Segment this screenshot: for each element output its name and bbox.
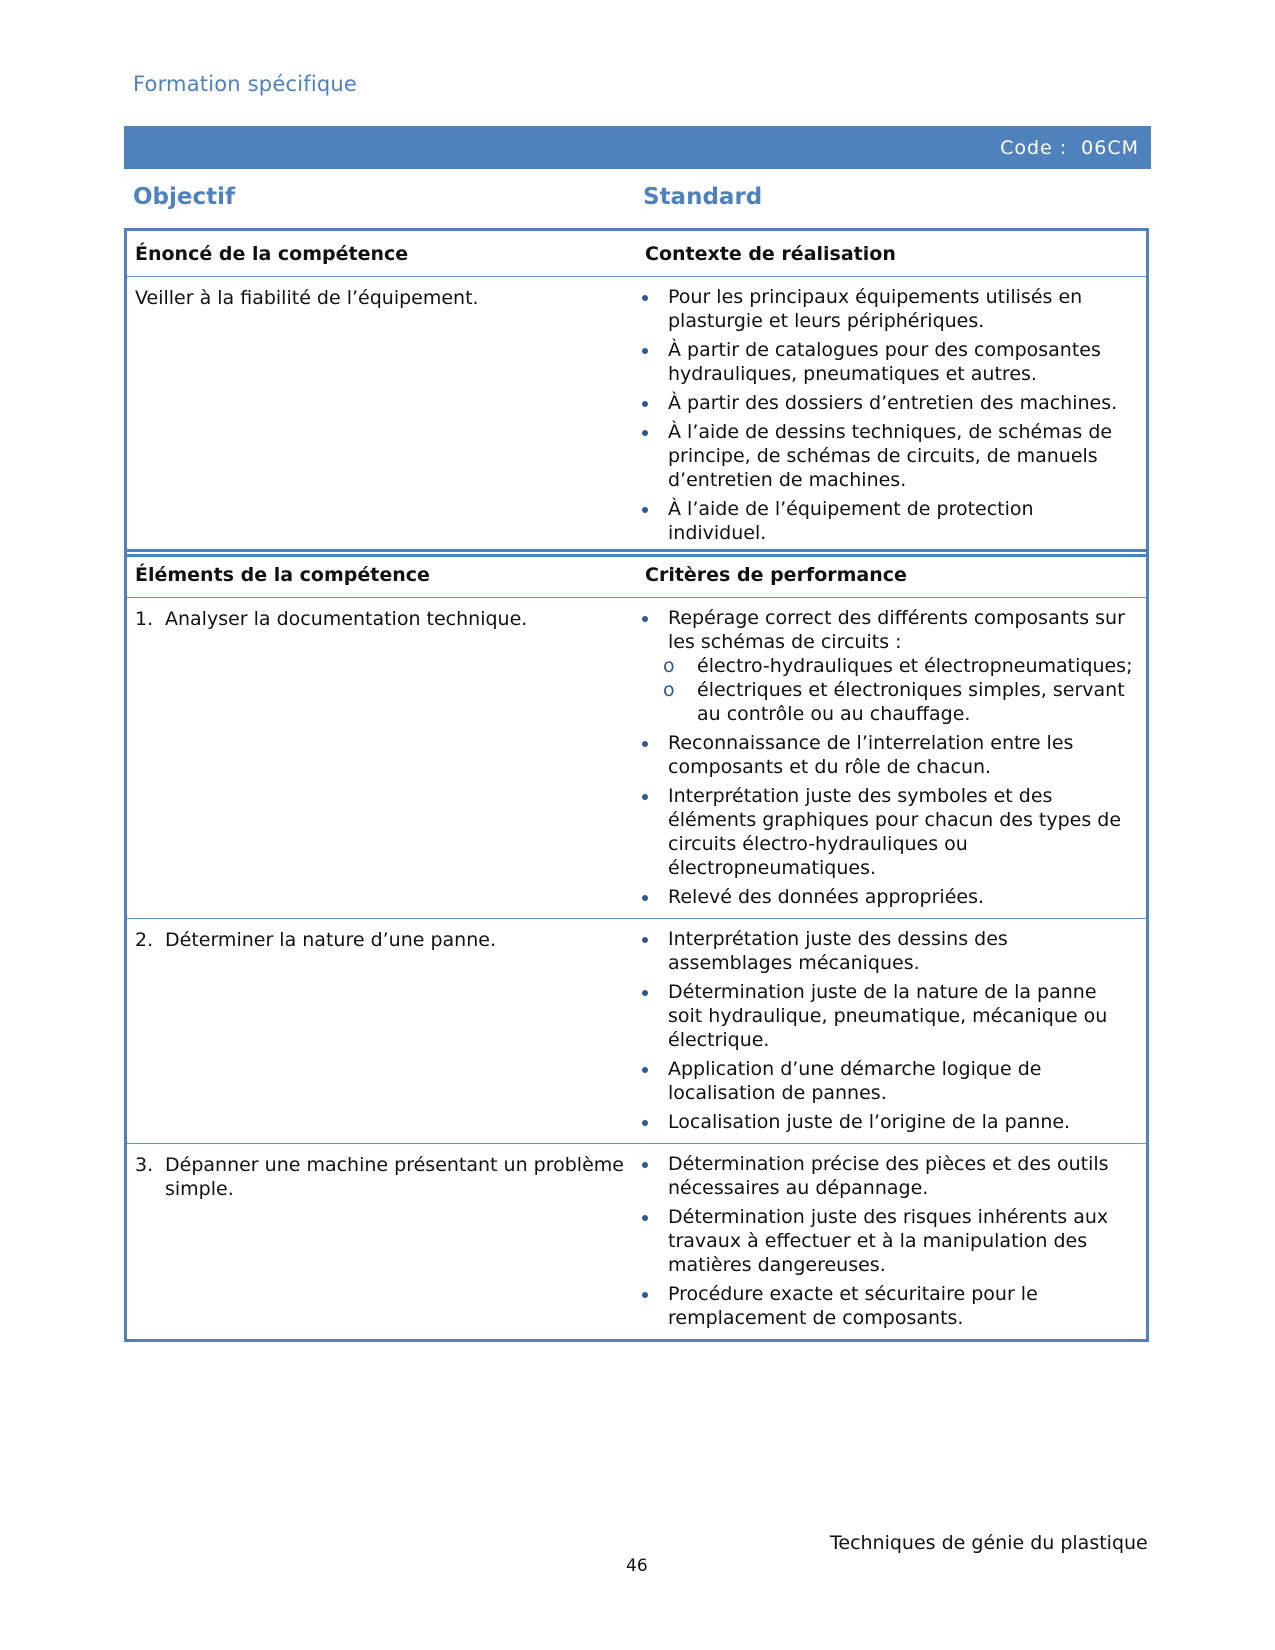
context-list (637, 277, 1146, 554)
element-item (135, 1144, 637, 1209)
elements-header: Éléments de la compétence (126, 551, 638, 598)
element-text: Déterminer la nature d’une panne. (165, 929, 496, 951)
sub-criterion-item (663, 654, 1134, 678)
element-item (135, 598, 637, 639)
criterion-item: Application d’une démarche logique de localisation de pannes. (637, 1057, 1134, 1105)
context-item: À partir des dossiers d’entretien des machines. (637, 391, 1134, 415)
criterion-item: Reconnaissance de l’interrelation entre les composants et du rôle de chacun. (637, 731, 1134, 779)
criteria-header: Critères de performance (637, 551, 1148, 598)
element-number: 1. (135, 608, 154, 630)
element-item (135, 919, 637, 960)
criterion-item: Détermination juste des risques inhérents aux travaux à effectuer et à la manipulation des matières dangereuses. (637, 1205, 1134, 1277)
criterion-item: Interprétation juste des symboles et des éléments graphiques pour chacun des types de circuits électro-hydrauliques ou électropneumatiques. (637, 784, 1134, 880)
objectif-title: Objectif (133, 184, 236, 210)
code-value: 06CM (1081, 137, 1139, 159)
criterion-item: Relevé des données appropriées. (637, 885, 1134, 909)
elements-criteria-table (124, 549, 1149, 1342)
sub-criterion-text: électriques et électroniques simples, servant au contrôle ou au chauffage. (697, 679, 1125, 725)
criterion-text: Repérage correct des différents composants sur les schémas de circuits : (668, 607, 1125, 653)
table-row (126, 919, 1148, 1144)
code-label-text: Code : (1000, 137, 1068, 159)
footer-program-title: Techniques de génie du plastique (830, 1532, 1148, 1554)
criterion-item: Détermination juste de la nature de la panne soit hydraulique, pneumatique, mécanique ou électrique. (637, 980, 1134, 1052)
criteria-list (637, 1144, 1146, 1339)
criterion-item (637, 606, 1134, 726)
statement-header: Énoncé de la compétence (126, 230, 638, 277)
table-row (126, 598, 1148, 919)
sub-criteria-list (663, 654, 1134, 726)
element-text: Analyser la documentation technique. (165, 608, 528, 630)
competence-statement: Veiller à la fiabilité de l’équipement. (135, 287, 479, 309)
criterion-item: Interprétation juste des dessins des assemblages mécaniques. (637, 927, 1134, 975)
page-number: 46 (626, 1556, 648, 1576)
criteria-list (637, 919, 1146, 1143)
code-bar (124, 126, 1151, 169)
criterion-item: Détermination précise des pièces et des outils nécessaires au dépannage. (637, 1152, 1134, 1200)
element-text: Dépanner une machine présentant un problème simple. (165, 1154, 624, 1200)
running-head: Formation spécifique (133, 72, 358, 96)
competence-statement-table (124, 228, 1149, 557)
sub-criterion-item (663, 678, 1134, 726)
table-row (126, 1144, 1148, 1341)
context-item: Pour les principaux équipements utilisés en plasturgie et leurs périphériques. (637, 285, 1134, 333)
context-item: À partir de catalogues pour des composantes hydrauliques, pneumatiques et autres. (637, 338, 1134, 386)
code-label (1000, 137, 1139, 159)
context-item: À l’aide de dessins techniques, de schémas de principe, de schémas de circuits, de manuels d’entretien de machines. (637, 420, 1134, 492)
circle-bullet-icon: o (663, 679, 675, 701)
context-header: Contexte de réalisation (637, 230, 1148, 277)
criterion-item: Procédure exacte et sécuritaire pour le remplacement de composants. (637, 1282, 1134, 1330)
criterion-item: Localisation juste de l’origine de la panne. (637, 1110, 1134, 1134)
context-item: À l’aide de l’équipement de protection individuel. (637, 497, 1134, 545)
standard-title: Standard (643, 184, 763, 210)
circle-bullet-icon: o (663, 655, 675, 677)
element-number: 2. (135, 929, 154, 951)
sub-criterion-text: électro-hydrauliques et électropneumatiques; (697, 655, 1133, 677)
element-number: 3. (135, 1154, 154, 1176)
criteria-list (637, 598, 1146, 918)
